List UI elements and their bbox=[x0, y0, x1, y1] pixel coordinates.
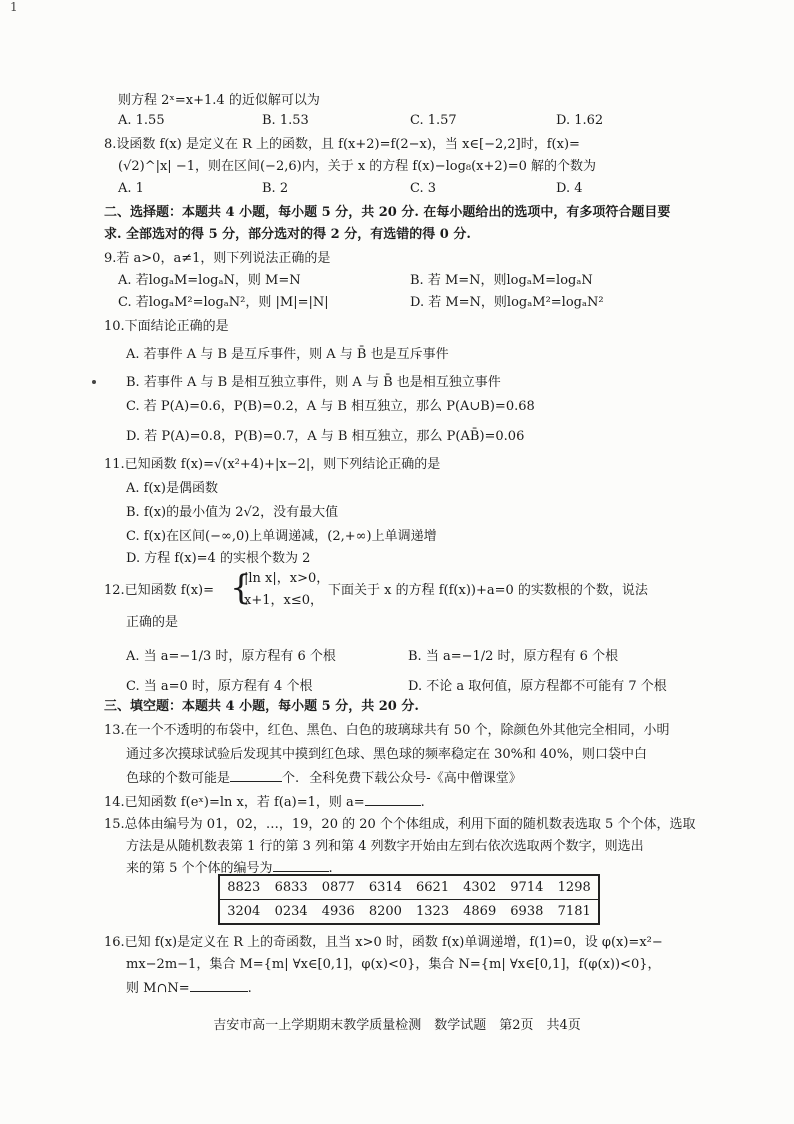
q10-option-c: C. 若 P(A)=0.6，P(B)=0.2，A 与 B 相互独立，那么 P(A∪B)=0.68 bbox=[126, 399, 535, 414]
q14-line bbox=[104, 792, 425, 812]
q14-end: . bbox=[420, 795, 425, 810]
q13-line1: 13.在一个不透明的布袋中，红色、黑色、白色的玻璃球共有 50 个，除颜色外其他完全相同，小明 bbox=[104, 723, 670, 738]
q8-option-a: A. 1 bbox=[118, 181, 144, 196]
q7-option-d: D. 1.62 bbox=[556, 113, 604, 128]
q7-stem: 则方程 2ˣ=x+1.4 的近似解可以为 bbox=[118, 93, 320, 108]
q11-option-c: C. f(x)在区间(−∞,0)上单调递减，(2,+∞)上单调递增 bbox=[126, 529, 437, 544]
q13-line3 bbox=[126, 768, 522, 788]
q9-option-d: D. 若 M=N，则logₐM²=logₐN² bbox=[410, 295, 604, 310]
table-cell: 6314 bbox=[362, 875, 409, 900]
q8-option-c: C. 3 bbox=[410, 181, 437, 196]
q10-option-d: D. 若 P(A)=0.8，P(B)=0.7，A 与 B 相互独立，那么 P(AB̄)=0.06 bbox=[126, 429, 525, 444]
q10-option-b: B. 若事件 A 与 B 是相互独立事件，则 A 与 B̄ 也是相互独立事件 bbox=[126, 375, 501, 390]
table-cell: 6833 bbox=[268, 875, 315, 900]
section2-line1: 二、选择题：本题共 4 小题，每小题 5 分，共 20 分. 在每小题给出的选项中，有多项符合题目要 bbox=[104, 205, 671, 220]
table-cell: 4869 bbox=[463, 904, 497, 919]
q11-stem: 11.已知函数 f(x)=√(x²+4)+|x−2|，则下列结论正确的是 bbox=[104, 457, 441, 472]
random-number-table bbox=[218, 874, 600, 925]
q8-option-d: D. 4 bbox=[556, 181, 583, 196]
q9-stem: 9.若 a>0，a≠1，则下列说法正确的是 bbox=[104, 251, 331, 266]
q16-end: . bbox=[247, 981, 252, 996]
table-cell: 6621 bbox=[409, 875, 456, 900]
q12-case1: |ln x|，x>0， bbox=[244, 571, 330, 586]
table-row bbox=[219, 900, 599, 925]
table-cell: 9714 bbox=[503, 875, 550, 900]
q9-option-c: C. 若logₐM²=logₐN²，则 |M|=|N| bbox=[118, 295, 329, 310]
section3-title: 三、填空题：本题共 4 小题，每小题 5 分，共 20 分. bbox=[104, 699, 419, 714]
table-cell: 4936 bbox=[321, 904, 355, 919]
scan-speck bbox=[92, 380, 96, 384]
q11-option-d: D. 方程 f(x)=4 的实根个数为 2 bbox=[126, 551, 311, 566]
q16-line3 bbox=[126, 978, 252, 998]
table-cell: 1323 bbox=[416, 904, 450, 919]
q13-line2: 通过多次摸球试验后发现其中摸到红色球、黑色球的频率稳定在 30%和 40%，则口袋中白 bbox=[126, 747, 648, 762]
q11-option-a: A. f(x)是偶函数 bbox=[126, 481, 218, 496]
q14-stem: 14.已知函数 f(eˣ)=ln x，若 f(a)=1，则 a= bbox=[104, 795, 365, 810]
q12-prefix: 12.已知函数 f(x)= bbox=[104, 583, 214, 598]
scan-mark: 1 bbox=[10, 0, 18, 14]
q16-answer-blank[interactable] bbox=[190, 978, 248, 992]
q12-case2: x+1，x≤0， bbox=[244, 593, 323, 608]
q16-line3-text: 则 M∩N= bbox=[126, 981, 190, 996]
table-cell: 4302 bbox=[456, 875, 503, 900]
q10-stem: 10.下面结论正确的是 bbox=[104, 319, 229, 334]
table-cell: 0234 bbox=[274, 904, 308, 919]
q15-end: . bbox=[328, 861, 333, 876]
q12-option-d: D. 不论 a 取何值，原方程都不可能有 7 个根 bbox=[408, 679, 667, 694]
section2-line2: 求. 全部选对的得 5 分，部分选对的得 2 分，有选错的得 0 分. bbox=[104, 227, 471, 242]
table-cell: 0877 bbox=[315, 875, 362, 900]
q8-option-b: B. 2 bbox=[262, 181, 289, 196]
q9-option-a: A. 若logₐM=logₐN，则 M=N bbox=[118, 273, 301, 288]
q12-option-b: B. 当 a=−1/2 时，原方程有 6 个根 bbox=[408, 649, 619, 664]
table-cell: 3204 bbox=[227, 904, 261, 919]
table-cell: 7181 bbox=[557, 904, 591, 919]
q15-line3-text: 来的第 5 个个体的编号为 bbox=[126, 861, 273, 876]
q16-line2: mx−2m−1，集合 M={m| ∀x∈[0,1]，φ(x)<0}，集合 N={m| ∀x∈[0,1]，f(φ(x))<0}， bbox=[126, 957, 661, 972]
brace-icon: { bbox=[230, 568, 252, 608]
table-cell: 8823 bbox=[219, 875, 268, 900]
q15-line1: 15.总体由编号为 01，02，…，19，20 的 20 个个体组成，利用下面的随机数表选取 5 个个体，选取 bbox=[104, 817, 696, 832]
q8-line1: 8.设函数 f(x) 是定义在 R 上的函数，且 f(x+2)=f(2−x)，当 x∈[−2,2]时，f(x)= bbox=[104, 137, 580, 152]
q11-option-b: B. f(x)的最小值为 2√2，没有最大值 bbox=[126, 505, 339, 520]
q15-answer-blank[interactable] bbox=[273, 858, 329, 872]
q9-option-b: B. 若 M=N，则logₐM=logₐN bbox=[410, 273, 593, 288]
q13-answer-blank[interactable] bbox=[230, 768, 282, 782]
table-cell: 1298 bbox=[550, 875, 599, 900]
page-footer: 吉安市高一上学期期末教学质量检测 数学试题 第2页 共4页 bbox=[213, 1018, 581, 1033]
q7-option-b: B. 1.53 bbox=[262, 113, 309, 128]
q7-option-a: A. 1.55 bbox=[118, 113, 165, 128]
q15-line2: 方法是从随机数表第 1 行的第 3 列和第 4 列数字开始由左到右依次选取两个数字，则选出 bbox=[126, 839, 644, 854]
q12-line2: 正确的是 bbox=[126, 615, 179, 630]
q16-line1: 16.已知 f(x)是定义在 R 上的奇函数，且当 x>0 时，函数 f(x)单调递增，f(1)=0，设 φ(x)=x²− bbox=[104, 935, 663, 950]
q13-line3-unit: 个. bbox=[282, 771, 300, 786]
table-cell: 8200 bbox=[368, 904, 402, 919]
q13-line3-text: 色球的个数可能是 bbox=[126, 771, 231, 786]
table-cell: 6938 bbox=[510, 904, 544, 919]
q10-option-a: A. 若事件 A 与 B 是互斥事件，则 A 与 B̄ 也是互斥事件 bbox=[126, 347, 449, 362]
q12-option-a: A. 当 a=−1/3 时，原方程有 6 个根 bbox=[126, 649, 336, 664]
watermark-text: 全科免费下载公众号-《高中僧课堂》 bbox=[309, 771, 522, 786]
q7-option-c: C. 1.57 bbox=[410, 113, 457, 128]
q12-suffix: 下面关于 x 的方程 f(f(x))+a=0 的实数根的个数，说法 bbox=[328, 583, 648, 598]
q12-option-c: C. 当 a=0 时，原方程有 4 个根 bbox=[126, 679, 313, 694]
q8-line2: (√2)^|x| −1，则在区间(−2,6)内，关于 x 的方程 f(x)−log₈(x+2)=0 解的个数为 bbox=[118, 159, 597, 174]
table-row bbox=[219, 875, 599, 900]
q14-answer-blank[interactable] bbox=[365, 792, 421, 806]
